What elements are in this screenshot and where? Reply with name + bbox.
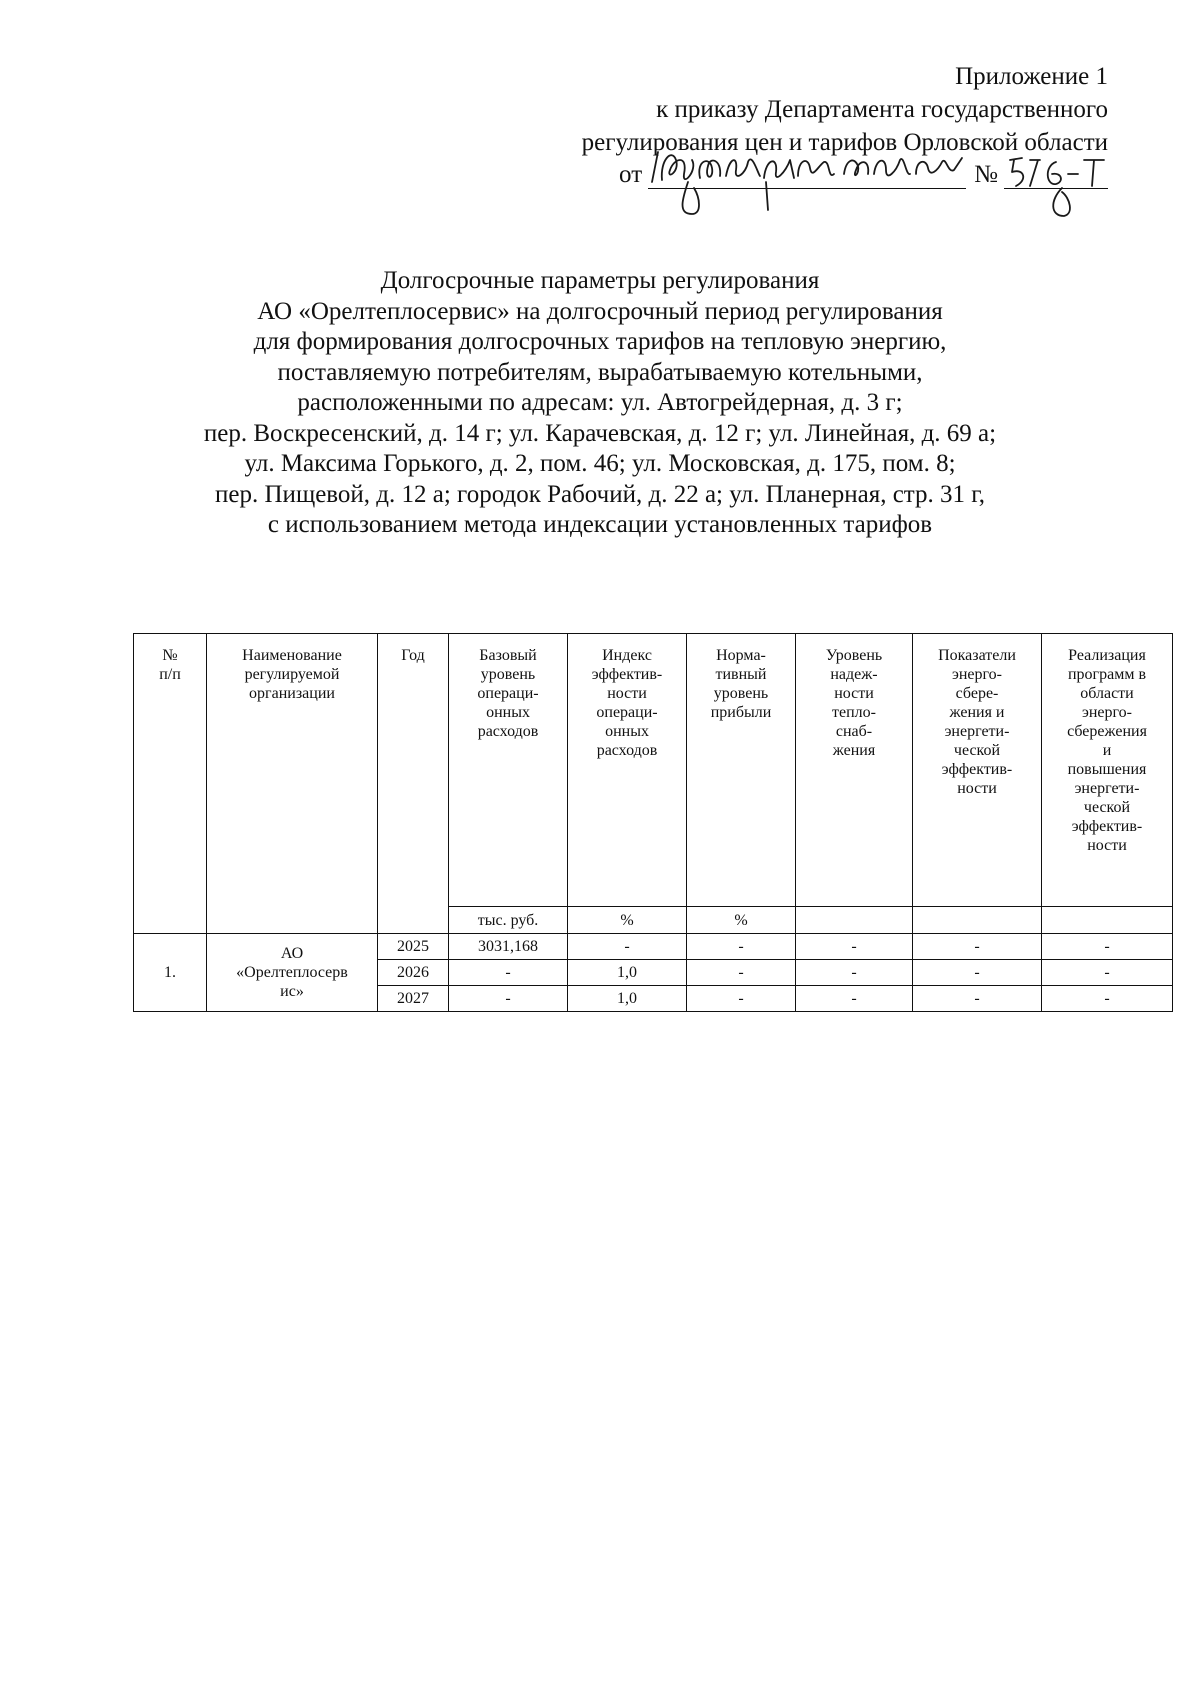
- order-number-field: [1004, 158, 1108, 189]
- base-opex-cell: 3031,168: [449, 934, 568, 960]
- title-line: для формирования долгосрочных тарифов на тепловую энергию,: [253, 328, 947, 355]
- unit-cell: %: [568, 907, 687, 934]
- title-line: АО «Орелтеплосервис» на долгосрочный период регулирования: [257, 297, 943, 325]
- handwritten-date-signature: [648, 130, 966, 220]
- order-reference: [619, 158, 1108, 189]
- profit-cell: -: [687, 934, 796, 960]
- energy-program-cell: -: [1042, 934, 1173, 960]
- regulation-parameters-table: [133, 633, 1173, 1012]
- unit-cell: тыс. руб.: [449, 907, 568, 934]
- table-header-row: [134, 634, 1173, 907]
- reliability-cell: -: [796, 986, 913, 1012]
- efficiency-index-cell: 1,0: [568, 986, 687, 1012]
- title-line: Долгосрочные параметры регулирования: [380, 267, 820, 294]
- efficiency-index-cell: -: [568, 934, 687, 960]
- organization-name: АО «Орелтеплосерв ис»: [207, 934, 378, 1012]
- year-cell: 2026: [378, 960, 449, 986]
- table-row: [134, 934, 1173, 960]
- base-opex-cell: -: [449, 986, 568, 1012]
- title-line: с использованием метода индексации установленных тарифов: [267, 511, 933, 538]
- year-cell: 2027: [378, 986, 449, 1012]
- unit-cell: [1042, 907, 1173, 934]
- row-number: 1.: [134, 934, 207, 1012]
- energy-indicators-cell: -: [913, 986, 1042, 1012]
- header-energy-saving-programs: Реализация программ в области энерго- сбережения и повышения энергети- ческой эффектив- ности: [1042, 634, 1173, 907]
- header-energy-saving-indicators: Показатели энерго- сбере- жения и энергети- ческой эффектив- ности: [913, 634, 1042, 907]
- title-line: ул. Максима Горького, д. 2, пом. 46; ул. Московская, д. 175, пом. 8;: [244, 450, 956, 477]
- header-organization: Наименование регулируемой организации: [207, 634, 378, 934]
- year-cell: 2025: [378, 934, 449, 960]
- handwritten-number-signature: [1004, 130, 1108, 220]
- appendix-line: Приложение 1: [955, 63, 1108, 90]
- order-prefix: от: [619, 161, 643, 188]
- reliability-cell: -: [796, 934, 913, 960]
- unit-cell: %: [687, 907, 796, 934]
- document-title: [100, 266, 1100, 541]
- appendix-line: регулирования цен и тарифов Орловской области: [581, 129, 1108, 156]
- title-line: пер. Воскресенский, д. 14 г; ул. Карачевская, д. 12 г; ул. Линейная, д. 69 а;: [203, 419, 997, 447]
- appendix-line: к приказу Департамента государственного: [656, 96, 1108, 123]
- order-date-field: [648, 158, 966, 189]
- order-number-label: №: [974, 161, 998, 188]
- header-year: Год: [378, 634, 449, 934]
- energy-indicators-cell: -: [913, 934, 1042, 960]
- title-line: пер. Пищевой, д. 12 а; городок Рабочий, д. 22 а; ул. Планерная, стр. 31 г,: [215, 480, 985, 508]
- energy-program-cell: -: [1042, 986, 1173, 1012]
- header-normative-profit: Норма- тивный уровень прибыли: [687, 634, 796, 907]
- header-base-opex: Базовый уровень операци- онных расходов: [449, 634, 568, 907]
- base-opex-cell: -: [449, 960, 568, 986]
- reliability-cell: -: [796, 960, 913, 986]
- efficiency-index-cell: 1,0: [568, 960, 687, 986]
- title-line: поставляемую потребителям, вырабатываемую котельными,: [277, 358, 923, 386]
- title-line: расположенными по адресам: ул. Автогрейдерная, д. 3 г;: [297, 389, 903, 416]
- energy-program-cell: -: [1042, 960, 1173, 986]
- energy-indicators-cell: -: [913, 960, 1042, 986]
- header-number: № п/п: [134, 634, 207, 934]
- profit-cell: -: [687, 986, 796, 1012]
- profit-cell: -: [687, 960, 796, 986]
- unit-cell: [796, 907, 913, 934]
- header-efficiency-index: Индекс эффектив- ности операци- онных расходов: [568, 634, 687, 907]
- header-reliability: Уровень надеж- ности тепло- снаб- жения: [796, 634, 913, 907]
- unit-cell: [913, 907, 1042, 934]
